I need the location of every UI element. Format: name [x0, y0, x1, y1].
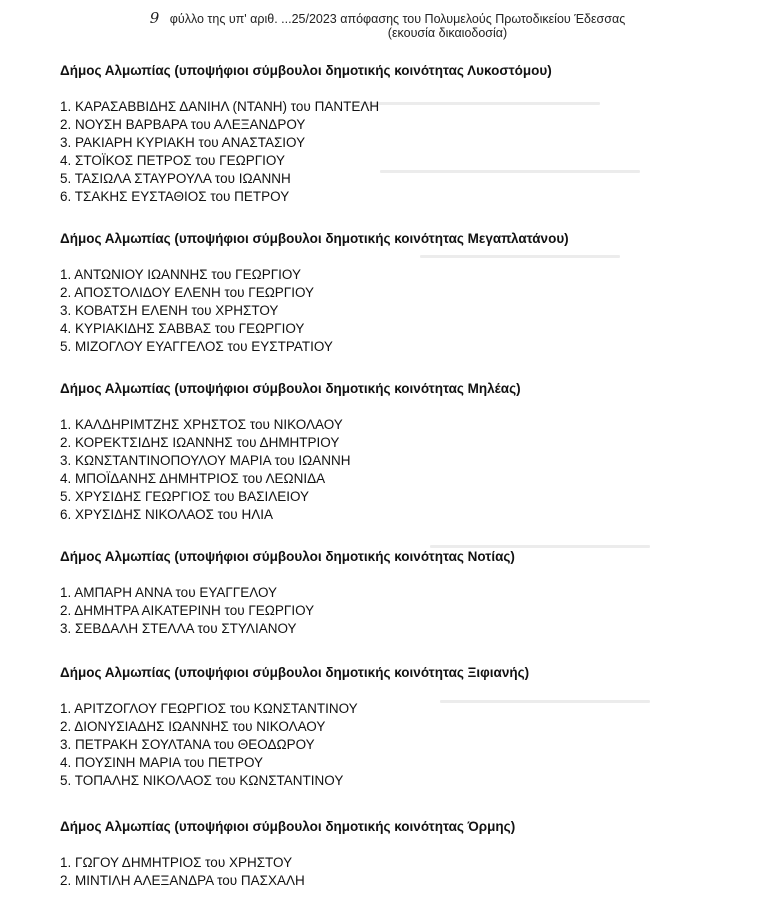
header-text: φύλλο της υπ' αριθ. ...25/2023 απόφασης του Πολυμελούς Πρωτοδικείου Έδεσσας — [169, 12, 626, 26]
section-title: Δήμος Αλμωπίας (υποψήφιοι σύμβουλοι δημοτικής κοινότητας Μεγαπλατάνου) — [60, 231, 569, 246]
list-item: 2. ΚΟΡΕΚΤΣΙΔΗΣ ΙΩΑΝΝΗΣ του ΔΗΜΗΤΡΙΟΥ — [60, 435, 340, 450]
candidate-list — [60, 416, 720, 524]
section-title: Δήμος Αλμωπίας (υποψήφιοι σύμβουλοι δημοτικής κοινότητας Νοτίας) — [60, 549, 515, 564]
list-item: 4. ΜΠΟΪΔΑΝΗΣ ΔΗΜΗΤΡΙΟΣ του ΛΕΩΝΙΔΑ — [60, 471, 326, 486]
list-item: 5. ΤΑΣΙΩΛΑ ΣΤΑΥΡΟΥΛΑ του ΙΩΑΝΝΗ — [60, 171, 291, 186]
list-item: 3. ΡΑΚΙΑΡΗ ΚΥΡΙΑΚΗ του ΑΝΑΣΤΑΣΙΟΥ — [60, 135, 306, 150]
section-title: Δήμος Αλμωπίας (υποψήφιοι σύμβουλοι δημοτικής κοινότητας Ξιφιανής) — [60, 665, 530, 680]
list-item: 1. ΚΑΡΑΣΑΒΒΙΔΗΣ ΔΑΝΙΗΛ (ΝΤΑΝΗ) του ΠΑΝΤΕΛΗ — [60, 99, 380, 114]
list-item: 4. ΚΥΡΙΑΚΙΔΗΣ ΣΑΒΒΑΣ του ΓΕΩΡΓΙΟΥ — [60, 321, 305, 336]
candidate-list — [60, 700, 720, 790]
list-item: 6. ΤΣΑΚΗΣ ΕΥΣΤΑΘΙΟΣ του ΠΕΤΡΟΥ — [60, 189, 290, 204]
list-item: 1. ΑΡΙΤΖΟΓΛΟΥ ΓΕΩΡΓΙΟΣ του ΚΩΝΣΤΑΝΤΙΝΟΥ — [60, 701, 358, 716]
list-item: 4. ΠΟΥΣΙΝΗ ΜΑΡΙΑ του ΠΕΤΡΟΥ — [60, 755, 264, 770]
candidate-list — [60, 584, 720, 638]
list-item: 1. ΑΜΠΑΡΗ ΑΝΝΑ του ΕΥΑΓΓΕΛΟΥ — [60, 585, 278, 600]
header-line-2: (εκουσία δικαιοδοσία) — [387, 26, 508, 40]
list-item: 2. ΝΟΥΣΗ ΒΑΡΒΑΡΑ του ΑΛΕΞΑΝΔΡΟΥ — [60, 117, 306, 132]
list-item: 6. ΧΡΥΣΙΔΗΣ ΝΙΚΟΛΑΟΣ του ΗΛΙΑ — [60, 507, 273, 522]
candidate-list — [60, 266, 720, 356]
sheet-number: 9 — [149, 9, 160, 27]
list-item: 2. ΑΠΟΣΤΟΛΙΔΟΥ ΕΛΕΝΗ του ΓΕΩΡΓΙΟΥ — [60, 285, 315, 300]
list-item: 5. ΧΡΥΣΙΔΗΣ ΓΕΩΡΓΙΟΣ του ΒΑΣΙΛΕΙΟΥ — [60, 489, 310, 504]
section-ormis — [60, 818, 720, 890]
candidate-list — [60, 854, 720, 890]
list-item: 1. ΓΩΓΟΥ ΔΗΜΗΤΡΙΟΣ του ΧΡΗΣΤΟΥ — [60, 855, 293, 870]
list-item: 2. ΜΙΝΤΙΛΗ ΑΛΕΞΑΝΔΡΑ του ΠΑΣΧΑΛΗ — [60, 873, 305, 888]
list-item: 3. ΣΕΒΔΑΛΗ ΣΤΕΛΛΑ του ΣΤΥΛΙΑΝΟΥ — [60, 621, 297, 636]
list-item: 2. ΔΙΟΝΥΣΙΑΔΗΣ ΙΩΑΝΝΗΣ του ΝΙΚΟΛΑΟΥ — [60, 719, 326, 734]
section-title: Δήμος Αλμωπίας (υποψήφιοι σύμβουλοι δημοτικής κοινότητας Μηλέας) — [60, 381, 521, 396]
list-item: 3. ΚΟΒΑΤΣΗ ΕΛΕΝΗ του ΧΡΗΣΤΟΥ — [60, 303, 279, 318]
list-item: 5. ΜΙΖΟΓΛΟΥ ΕΥΑΓΓΕΛΟΣ του ΕΥΣΤΡΑΤΙΟΥ — [60, 339, 333, 354]
candidate-list — [60, 98, 720, 206]
section-title: Δήμος Αλμωπίας (υποψήφιοι σύμβουλοι δημοτικής κοινότητας Λυκοστόμου) — [60, 63, 552, 78]
section-mileas — [60, 380, 720, 524]
list-item: 1. ΚΑΛΔΗΡΙΜΤΖΗΣ ΧΡΗΣΤΟΣ του ΝΙΚΟΛΑΟΥ — [60, 417, 343, 432]
list-item: 2. ΔΗΜΗΤΡΑ ΑΙΚΑΤΕΡΙΝΗ του ΓΕΩΡΓΙΟΥ — [60, 603, 315, 618]
list-item: 1. ΑΝΤΩΝΙΟΥ ΙΩΑΝΝΗΣ του ΓΕΩΡΓΙΟΥ — [60, 267, 301, 282]
section-megaplatanou — [60, 230, 720, 356]
list-item: 5. ΤΟΠΑΛΗΣ ΝΙΚΟΛΑΟΣ του ΚΩΝΣΤΑΝΤΙΝΟΥ — [60, 773, 344, 788]
section-lykostomou — [60, 62, 720, 206]
section-notias — [60, 548, 720, 638]
list-item: 4. ΣΤΟΪΚΟΣ ΠΕΤΡΟΣ του ΓΕΩΡΓΙΟΥ — [60, 153, 285, 168]
list-item: 3. ΚΩΝΣΤΑΝΤΙΝΟΠΟΥΛΟΥ ΜΑΡΙΑ του ΙΩΑΝΝΗ — [60, 453, 351, 468]
header-line-1 — [0, 9, 775, 27]
section-title: Δήμος Αλμωπίας (υποψήφιοι σύμβουλοι δημοτικής κοινότητας Όρμης) — [60, 819, 516, 834]
list-item: 3. ΠΕΤΡΑΚΗ ΣΟΥΛΤΑΝΑ του ΘΕΟΔΩΡΟΥ — [60, 737, 315, 752]
section-xifianis — [60, 664, 720, 790]
